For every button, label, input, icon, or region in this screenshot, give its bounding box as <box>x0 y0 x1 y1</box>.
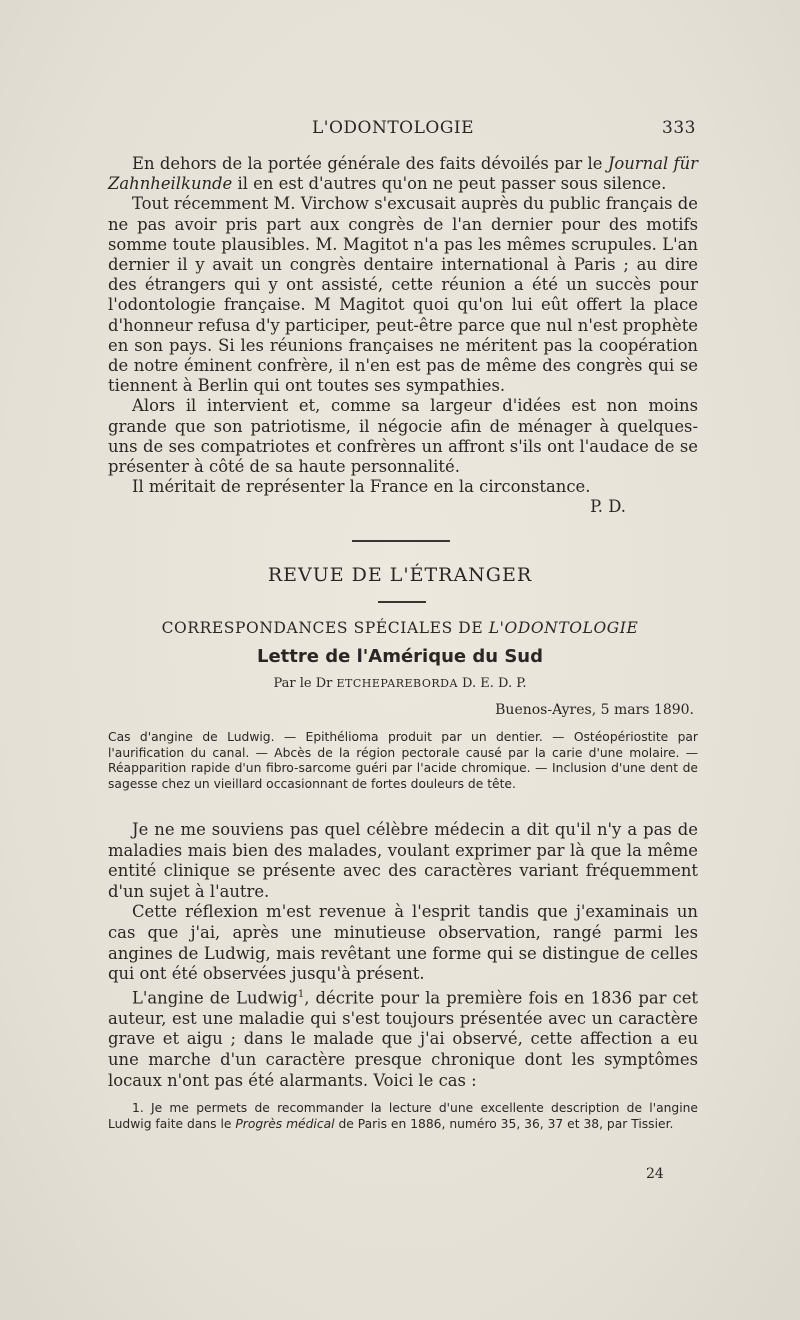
section-title: REVUE DE L'ÉTRANGER <box>267 564 533 586</box>
author-signature: P. D. <box>590 497 626 517</box>
footnote-end: de Paris en 1886, numéro 35, 36, 37 et 38, par Tissier. <box>334 1116 674 1131</box>
letter-p3-start: L'angine de Ludwig <box>132 988 298 1008</box>
intro-p1-end: il en est d'autres qu'on ne peut passer sous silence. <box>232 174 667 194</box>
letter-p3-end: , décrite pour la première fois en 1836 par cet auteur, est une maladie qui s'est toujours présentée avec un caractère grave et aigu ; dans le malade que j'ai observé, cette affection a eu une marche d'un caractère presque chronique dont les symptômes locaux n'ont pas été alarmants. Voici le cas : <box>108 988 698 1090</box>
letter-paragraph: Je ne me souviens pas quel célèbre médecin a dit qu'il n'y a pas de maladies mais bien des malades, voulant exprimer par là que la même entité clinique se présente avec des caractères variant fréquemment d'un sujet à l'autre. <box>108 820 698 901</box>
letter-text <box>108 820 698 1091</box>
footnote-journal: Progrès médical <box>235 1116 335 1131</box>
intro-paragraph: Il méritait de représenter la France en la circonstance. <box>132 477 591 497</box>
journal-name: Journal für Zahnheilkunde <box>108 154 698 194</box>
subsection-divider <box>378 601 426 603</box>
dateline: Buenos-Ayres, 5 mars 1890. <box>495 702 694 718</box>
letter-paragraph <box>108 985 698 1091</box>
letter-summary: Cas d'angine de Ludwig. — Epithélioma produit par un dentier. — Ostéopériostite par l'aurification du canal. — Abcès de la région pectorale causé par la carie d'une molaire. — Réapparition rapide d'un fibro-sarcome guéri par l'acide chromique. — Inclusion d'une dent de sagesse chez un vieillard occasionnant de fortes douleurs de tête. <box>108 730 698 791</box>
footnote-start: 1. Je me permets de recommander la lecture d'une excellente description de l'angine Ludwig faite dans le <box>108 1101 698 1131</box>
correspondence-heading <box>0 619 800 637</box>
intro-paragraph <box>108 154 698 194</box>
correspondence-prefix: CORRESPONDANCES SPÉCIALES DE <box>161 619 489 637</box>
journal-title: L'ODONTOLOGIE <box>312 118 475 138</box>
intro-p1-start: En dehors de la portée générale des faits dévoilés par le <box>132 154 608 173</box>
byline <box>0 676 800 691</box>
letter-paragraph: Cette réflexion m'est revenue à l'esprit tandis que j'examinais un cas que j'ai, après une minutieuse observation, rangé parmi les angines de Ludwig, mais revêtant une forme qui se distingue de celles qui ont été observées jusqu'à présent. <box>108 902 698 984</box>
correspondence-journal: L'ODONTOLOGIE <box>488 619 639 637</box>
intro-text <box>108 154 698 518</box>
section-divider <box>352 540 450 542</box>
intro-paragraph: Tout récemment M. Virchow s'excusait auprès du public français de ne pas avoir pris part aux congrès de l'an dernier pour des motifs somme toute plausibles. M. Magitot n'a pas les mêmes scrupules. L'an dernier il y avait un congrès dentaire international à Paris ; au dire des étrangers qui y ont assisté, cette réunion a été un succès pour l'odontologie française. M Magitot quoi qu'on lui eût offert la place d'honneur refusa d'y participer, peut-être parce que nul n'est prophète en son pays. Si les réunions françaises ne méritent pas la coopération de notre éminent confrère, il n'en est pas de même des congrès qui se tiennent à Berlin qui ont toutes ses sympathies. <box>108 194 698 396</box>
footnote-marker[interactable]: 1 <box>297 988 305 1000</box>
letter-title: Lettre de l'Amérique du Sud <box>256 646 544 667</box>
footnote <box>108 1101 698 1132</box>
page-number: 333 <box>662 118 696 138</box>
author-title: D. E. D. P. <box>457 676 527 691</box>
byline-prefix: Par le Dr <box>273 676 337 691</box>
intro-paragraph: Alors il intervient et, comme sa largeur d'idées est non moins grande que son patriotisme, il négocie afin de ménager à quelques-uns de ses compatriotes et confrères un affront s'ils ont l'audace de se présenter à côté de sa haute personnalité. <box>108 396 698 477</box>
author-name: ETCHEPAREBORDA <box>336 677 458 690</box>
printer-signature-mark: 24 <box>646 1166 664 1182</box>
running-header <box>106 118 696 142</box>
